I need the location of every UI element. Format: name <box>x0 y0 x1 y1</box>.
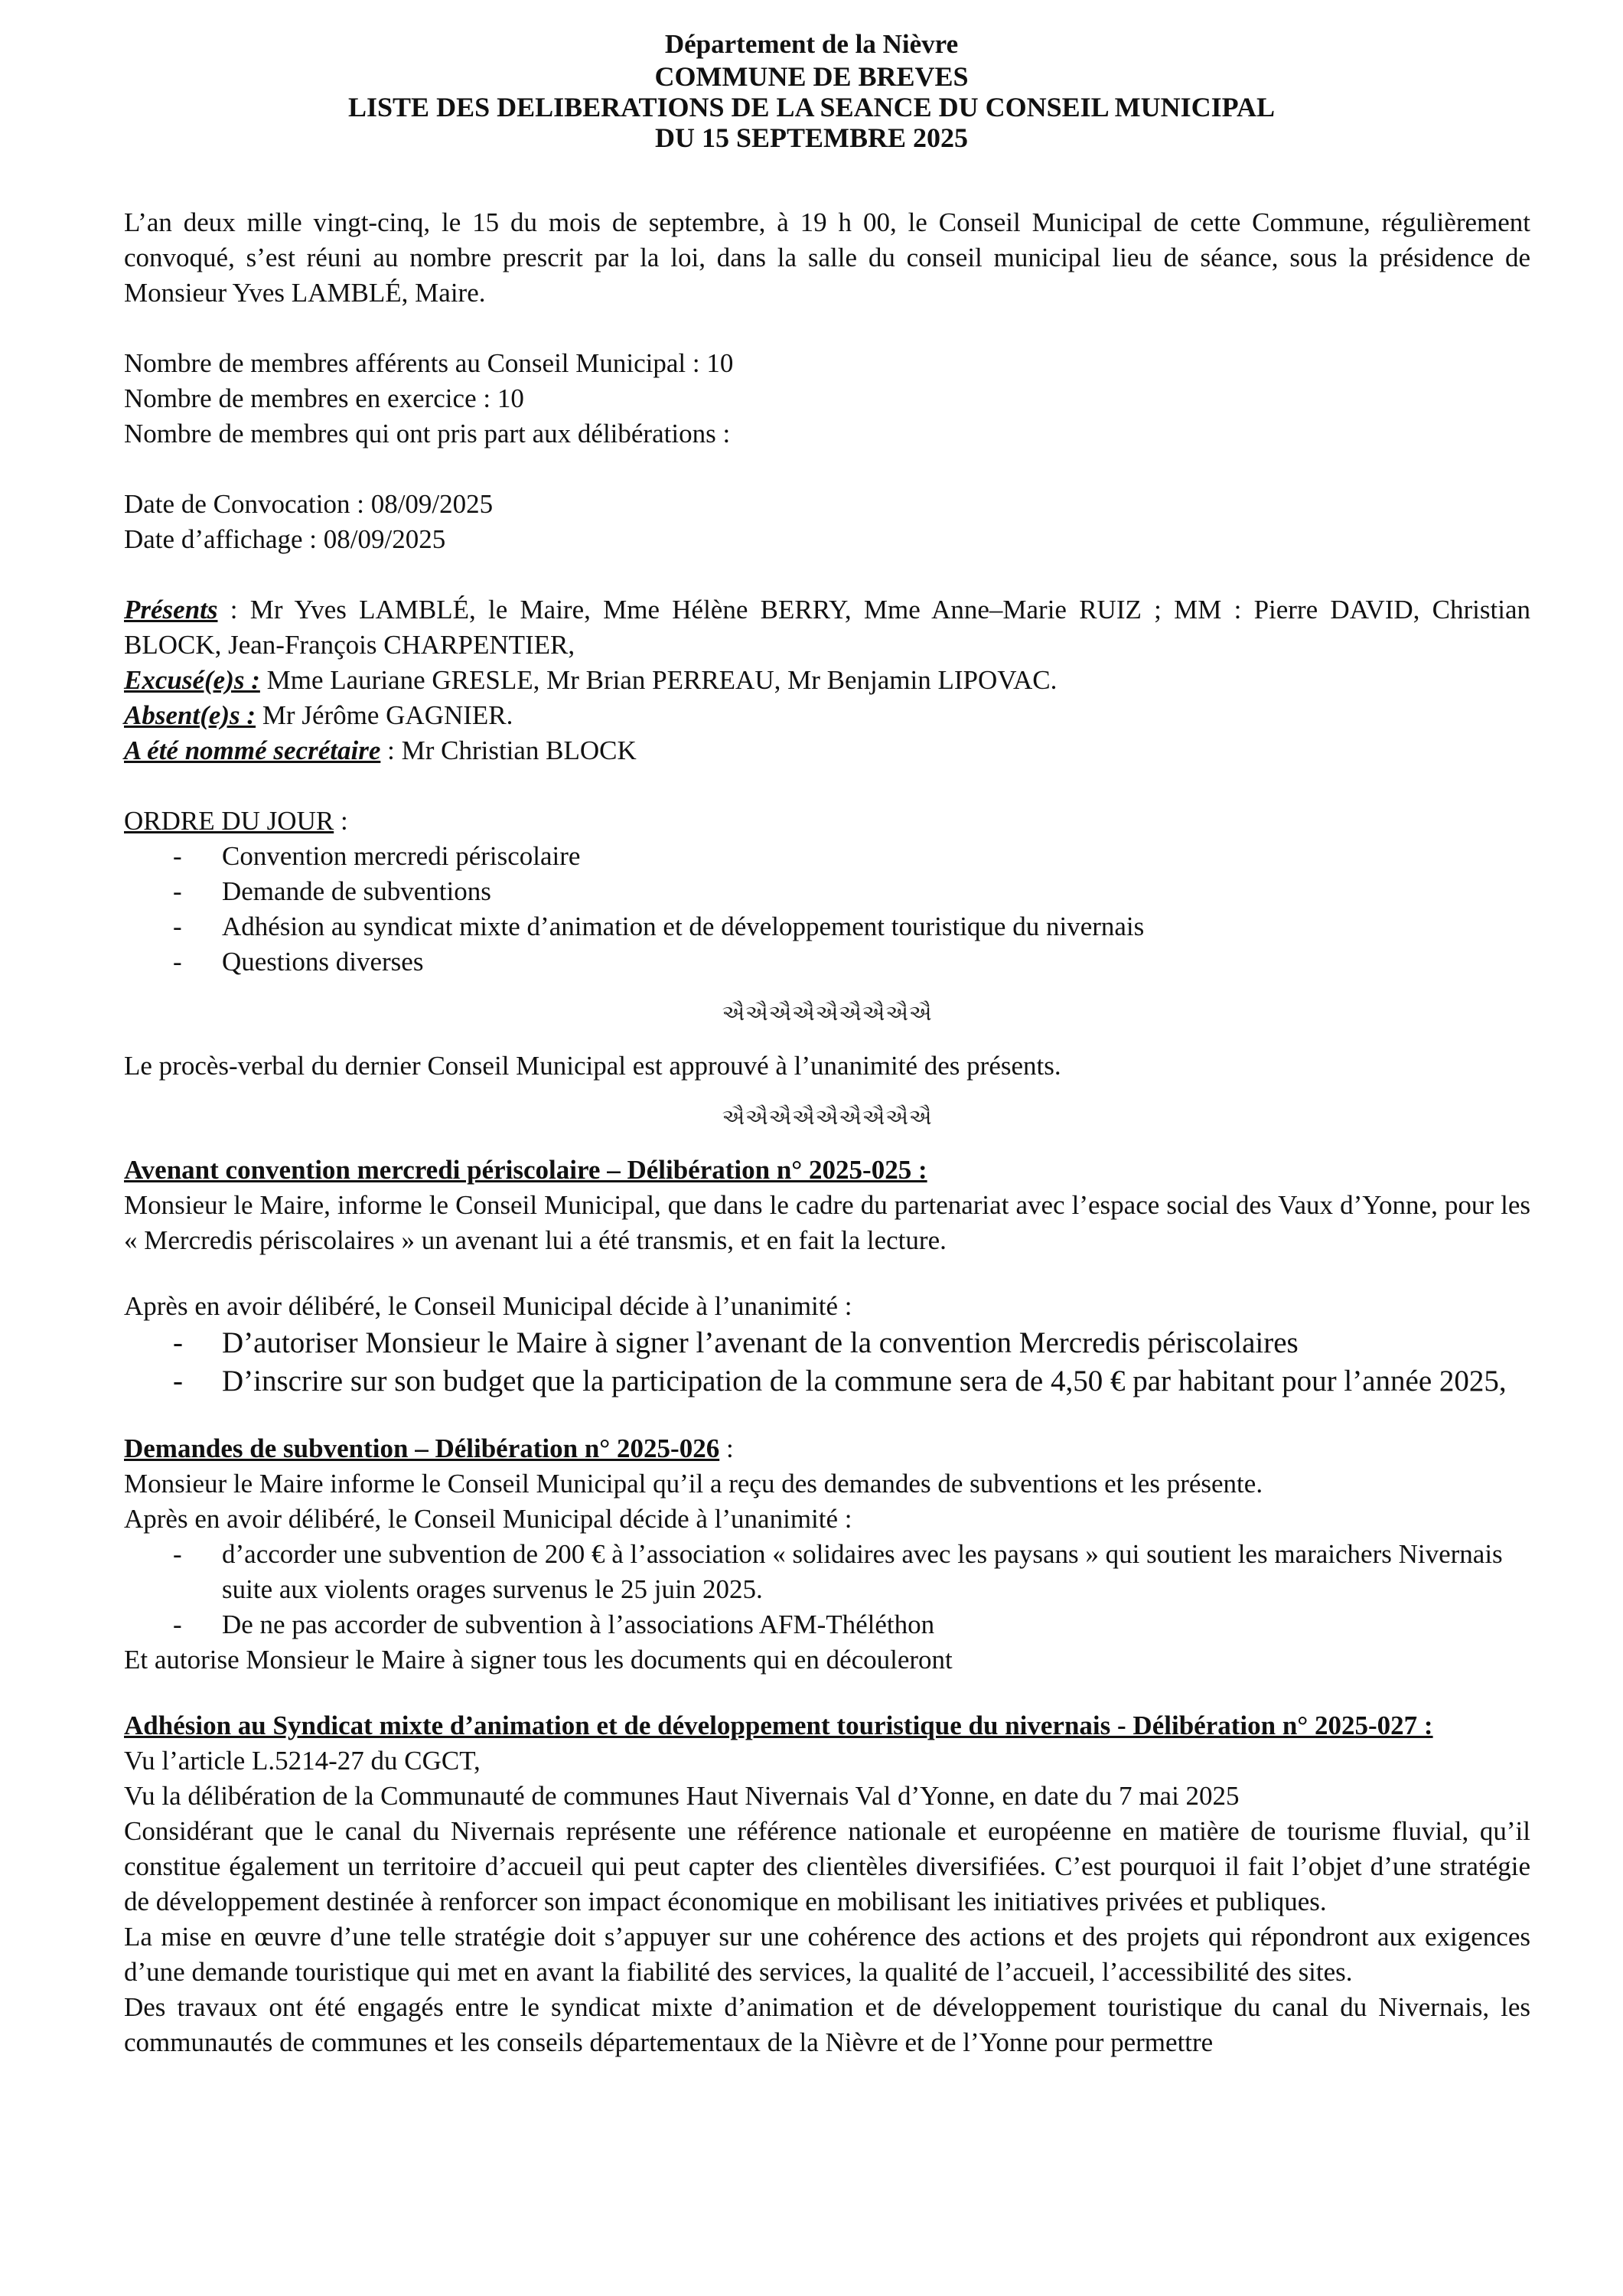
absents-line <box>124 698 1530 733</box>
intro-paragraph: L’an deux mille vingt-cinq, le 15 du mois de septembre, à 19 h 00, le Conseil Municipal de cette Commune, régulièrement convoqué, s’est réuni au nombre prescrit par la loi, dans la salle du conseil municipal lieu de séance, sous la présidence de Monsieur Yves LAMBLÉ, Maire. <box>124 207 1530 308</box>
section3-vu-article: Vu l’article L.5214-27 du CGCT, <box>124 1746 481 1776</box>
presents-label: Présents <box>124 595 218 625</box>
excuses-list: Mme Lauriane GRESLE, Mr Brian PERREAU, Mr Benjamin LIPOVAC. <box>259 665 1058 695</box>
pv-approval: Le procès-verbal du dernier Conseil Municipal est approuvé à l’unanimité des présents. <box>124 1051 1061 1081</box>
excuses-label: Excusé(e)s : <box>124 665 260 695</box>
ordre-label: ORDRE DU JOUR <box>124 806 334 836</box>
section3-travaux: Des travaux ont été engagés entre le syndicat mixte d’animation et de développement touristique du canal du Nivernais, les communautés de communes et les conseils départementaux de la Nièvre et de l’Yonne pour permettre <box>124 1992 1530 2057</box>
list-item: - Questions diverses <box>124 944 1530 980</box>
list-item: - D’autoriser Monsieur le Maire à signer l’avenant de la convention Mercredis périscolaires <box>124 1324 1530 1362</box>
list-item: - Convention mercredi périscolaire <box>124 839 1530 874</box>
session-date: DU 15 SEPTEMBRE 2025 <box>654 122 969 153</box>
members-afferents: Nombre de membres afférents au Conseil Municipal : 10 <box>124 348 734 378</box>
ordre-du-jour-list <box>124 839 1530 980</box>
list-item: - D’inscrire sur son budget que la participation de la commune sera de 4,50 € par habitant pour l’année 2025, <box>124 1362 1530 1401</box>
section2-authorization: Et autorise Monsieur le Maire à signer tous les documents qui en découleront <box>124 1645 953 1675</box>
section3-strategie: La mise en œuvre d’une telle stratégie doit s’appuyer sur une cohérence des actions et des projets qui répondront aux exigences d’une demande touristique qui met en avant la fiabilité des services, la qualité de l’accueil, l’accessibilité des sites. <box>124 1922 1530 1987</box>
section2-paragraph: Monsieur le Maire informe le Conseil Municipal qu’il a reçu des demandes de subventions et les présente. <box>124 1469 1263 1499</box>
list-item: - Adhésion au syndicat mixte d’animation et de développement touristique du nivernais <box>124 909 1530 944</box>
members-part: Nombre de membres qui ont pris part aux délibérations : <box>124 419 731 448</box>
section-title-2025-025: Avenant convention mercredi périscolaire – Délibération n° 2025-025 : <box>124 1155 927 1185</box>
date-convocation: Date de Convocation : 08/09/2025 <box>124 489 494 519</box>
section2-list <box>124 1537 1530 1642</box>
secretaire-name: : Mr Christian BLOCK <box>380 735 637 765</box>
section1-paragraph: Monsieur le Maire, informe le Conseil Municipal, que dans le cadre du partenariat avec l’espace social des Vaux d’Yonne, pour les « Mercredis périscolaires » un avenant lui a été transmis, et en fait la lecture. <box>124 1190 1530 1255</box>
date-affichage: Date d’affichage : 08/09/2025 <box>124 524 446 554</box>
ornament-divider: ઐઐઐઐઐઐઐઐઐ <box>722 1106 933 1130</box>
section1-list <box>124 1324 1530 1401</box>
secretaire-line <box>124 733 1530 768</box>
presents-list: : Mr Yves LAMBLÉ, le Maire, Mme Hélène BERRY, Mme Anne–Marie RUIZ ; MM : Pierre DAVID, Christian BLOCK, Jean-François CHARPENTIER, <box>124 595 1530 660</box>
section1-decision: Après en avoir délibéré, le Conseil Municipal décide à l’unanimité : <box>124 1291 852 1321</box>
presents-line <box>124 592 1530 663</box>
document-header <box>0 29 1623 153</box>
section3-vu-deliberation: Vu la délibération de la Communauté de communes Haut Nivernais Val d’Yonne, en date du 7 mai 2025 <box>124 1781 1240 1811</box>
section-title-2025-026-line: Demandes de subvention – Délibération n° 2025-026 : <box>124 1433 734 1463</box>
ornament-divider: ઐઐઐઐઐઐઐઐઐ <box>722 1002 933 1026</box>
section3-considerant: Considérant que le canal du Nivernais représente une référence nationale et européenne en matière de tourisme fluvial, qu’il constitue également un territoire d’accueil qui peut capter des clientèles diversifiées. C’est pourquoi il fait l’objet d’une stratégie de développement destinée à renforcer son impact économique en mobilisant les initiatives privées et publiques. <box>124 1816 1530 1916</box>
excuses-line <box>124 663 1530 698</box>
absents-label: Absent(e)s : <box>124 700 256 730</box>
list-item: - d’accorder une subvention de 200 € à l’association « solidaires avec les paysans » qui soutient les maraichers Nivernais suite aux violents orages survenus le 25 juin 2025. <box>124 1537 1530 1607</box>
members-exercice: Nombre de membres en exercice : 10 <box>124 383 524 413</box>
commune-name: COMMUNE DE BREVES <box>654 61 969 92</box>
section2-decision: Après en avoir délibéré, le Conseil Municipal décide à l’unanimité : <box>124 1504 852 1534</box>
list-item: - De ne pas accorder de subvention à l’associations AFM-Théléthon <box>124 1607 1530 1642</box>
absents-list: Mr Jérôme GAGNIER. <box>256 700 513 730</box>
department-line: Département de la Nièvre <box>664 29 959 59</box>
list-item: - Demande de subventions <box>124 874 1530 909</box>
document-body <box>124 205 1530 2060</box>
section-title-2025-026: Demandes de subvention – Délibération n° 2025-026 <box>124 1433 720 1463</box>
section-title-2025-027: Adhésion au Syndicat mixte d’animation et de développement touristique du nivernais - Délibération n° 2025-027 : <box>124 1711 1433 1740</box>
secretaire-label: A été nommé secrétaire <box>124 735 381 765</box>
document-title: LISTE DES DELIBERATIONS DE LA SEANCE DU CONSEIL MUNICIPAL <box>348 92 1275 122</box>
ordre-du-jour-heading: ORDRE DU JOUR : <box>124 806 348 836</box>
